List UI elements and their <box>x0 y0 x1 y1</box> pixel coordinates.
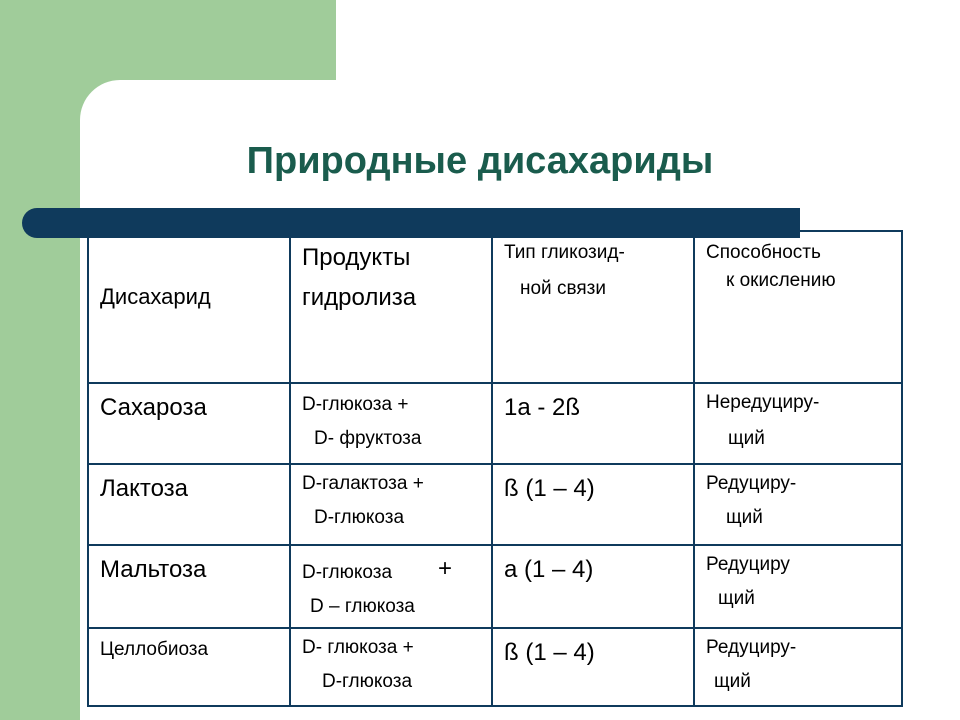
row-product-line1: D-галактоза + <box>302 473 424 494</box>
disaccharides-table <box>87 230 897 707</box>
row-oxidation-line1: Редуциру- <box>706 637 797 658</box>
table-row <box>88 383 902 464</box>
header-products-line1: Продукты <box>302 244 411 271</box>
table-row <box>88 464 902 545</box>
row-disaccharide-name: Мальтоза <box>100 556 207 583</box>
row-product-line2: D- фруктоза <box>314 428 422 449</box>
row-bond-type: ß (1 – 4) <box>504 639 595 666</box>
row-product-line2: D-глюкоза <box>322 671 413 692</box>
row-oxidation-line1: Нередуциру- <box>706 392 820 413</box>
row-oxidation-line1: Редуциру <box>706 554 790 575</box>
header-bond-line1: Тип гликозид- <box>504 242 625 263</box>
row-disaccharide-name: Лактоза <box>100 475 189 502</box>
row-disaccharide-name: Сахароза <box>100 394 207 421</box>
table-row <box>88 545 902 628</box>
row-bond-type: а (1 – 4) <box>504 556 594 583</box>
row-bond-type: 1а - 2ß <box>504 394 581 421</box>
row-oxidation-line1: Редуциру- <box>706 473 797 494</box>
row-product-line1: D- глюкоза + <box>302 637 414 658</box>
table-header-row <box>88 231 902 383</box>
row-product-line1: D-глюкоза <box>302 562 393 583</box>
row-product-plus: + <box>438 555 453 582</box>
header-oxidation-line1: Способность <box>706 242 821 263</box>
slide-title: Природные дисахариды <box>246 140 714 182</box>
table-row <box>88 628 902 706</box>
row-product-line2: D – глюкоза <box>310 596 415 617</box>
row-product-line1: D-глюкоза + <box>302 394 409 415</box>
row-oxidation-line2: щий <box>728 428 765 449</box>
header-oxidation-line2: к окислению <box>726 270 836 291</box>
header-disaccharide: Дисахарид <box>100 284 211 309</box>
row-oxidation-line2: щий <box>718 588 755 609</box>
row-bond-type: ß (1 – 4) <box>504 475 595 502</box>
row-product-line2: D-глюкоза <box>314 507 405 528</box>
header-products-line2: гидролиза <box>302 284 417 311</box>
row-oxidation-line2: щий <box>726 507 763 528</box>
header-bond-line2: ной связи <box>520 278 606 299</box>
row-disaccharide-name: Целлобиоза <box>100 639 209 660</box>
row-oxidation-line2: щий <box>714 671 751 692</box>
